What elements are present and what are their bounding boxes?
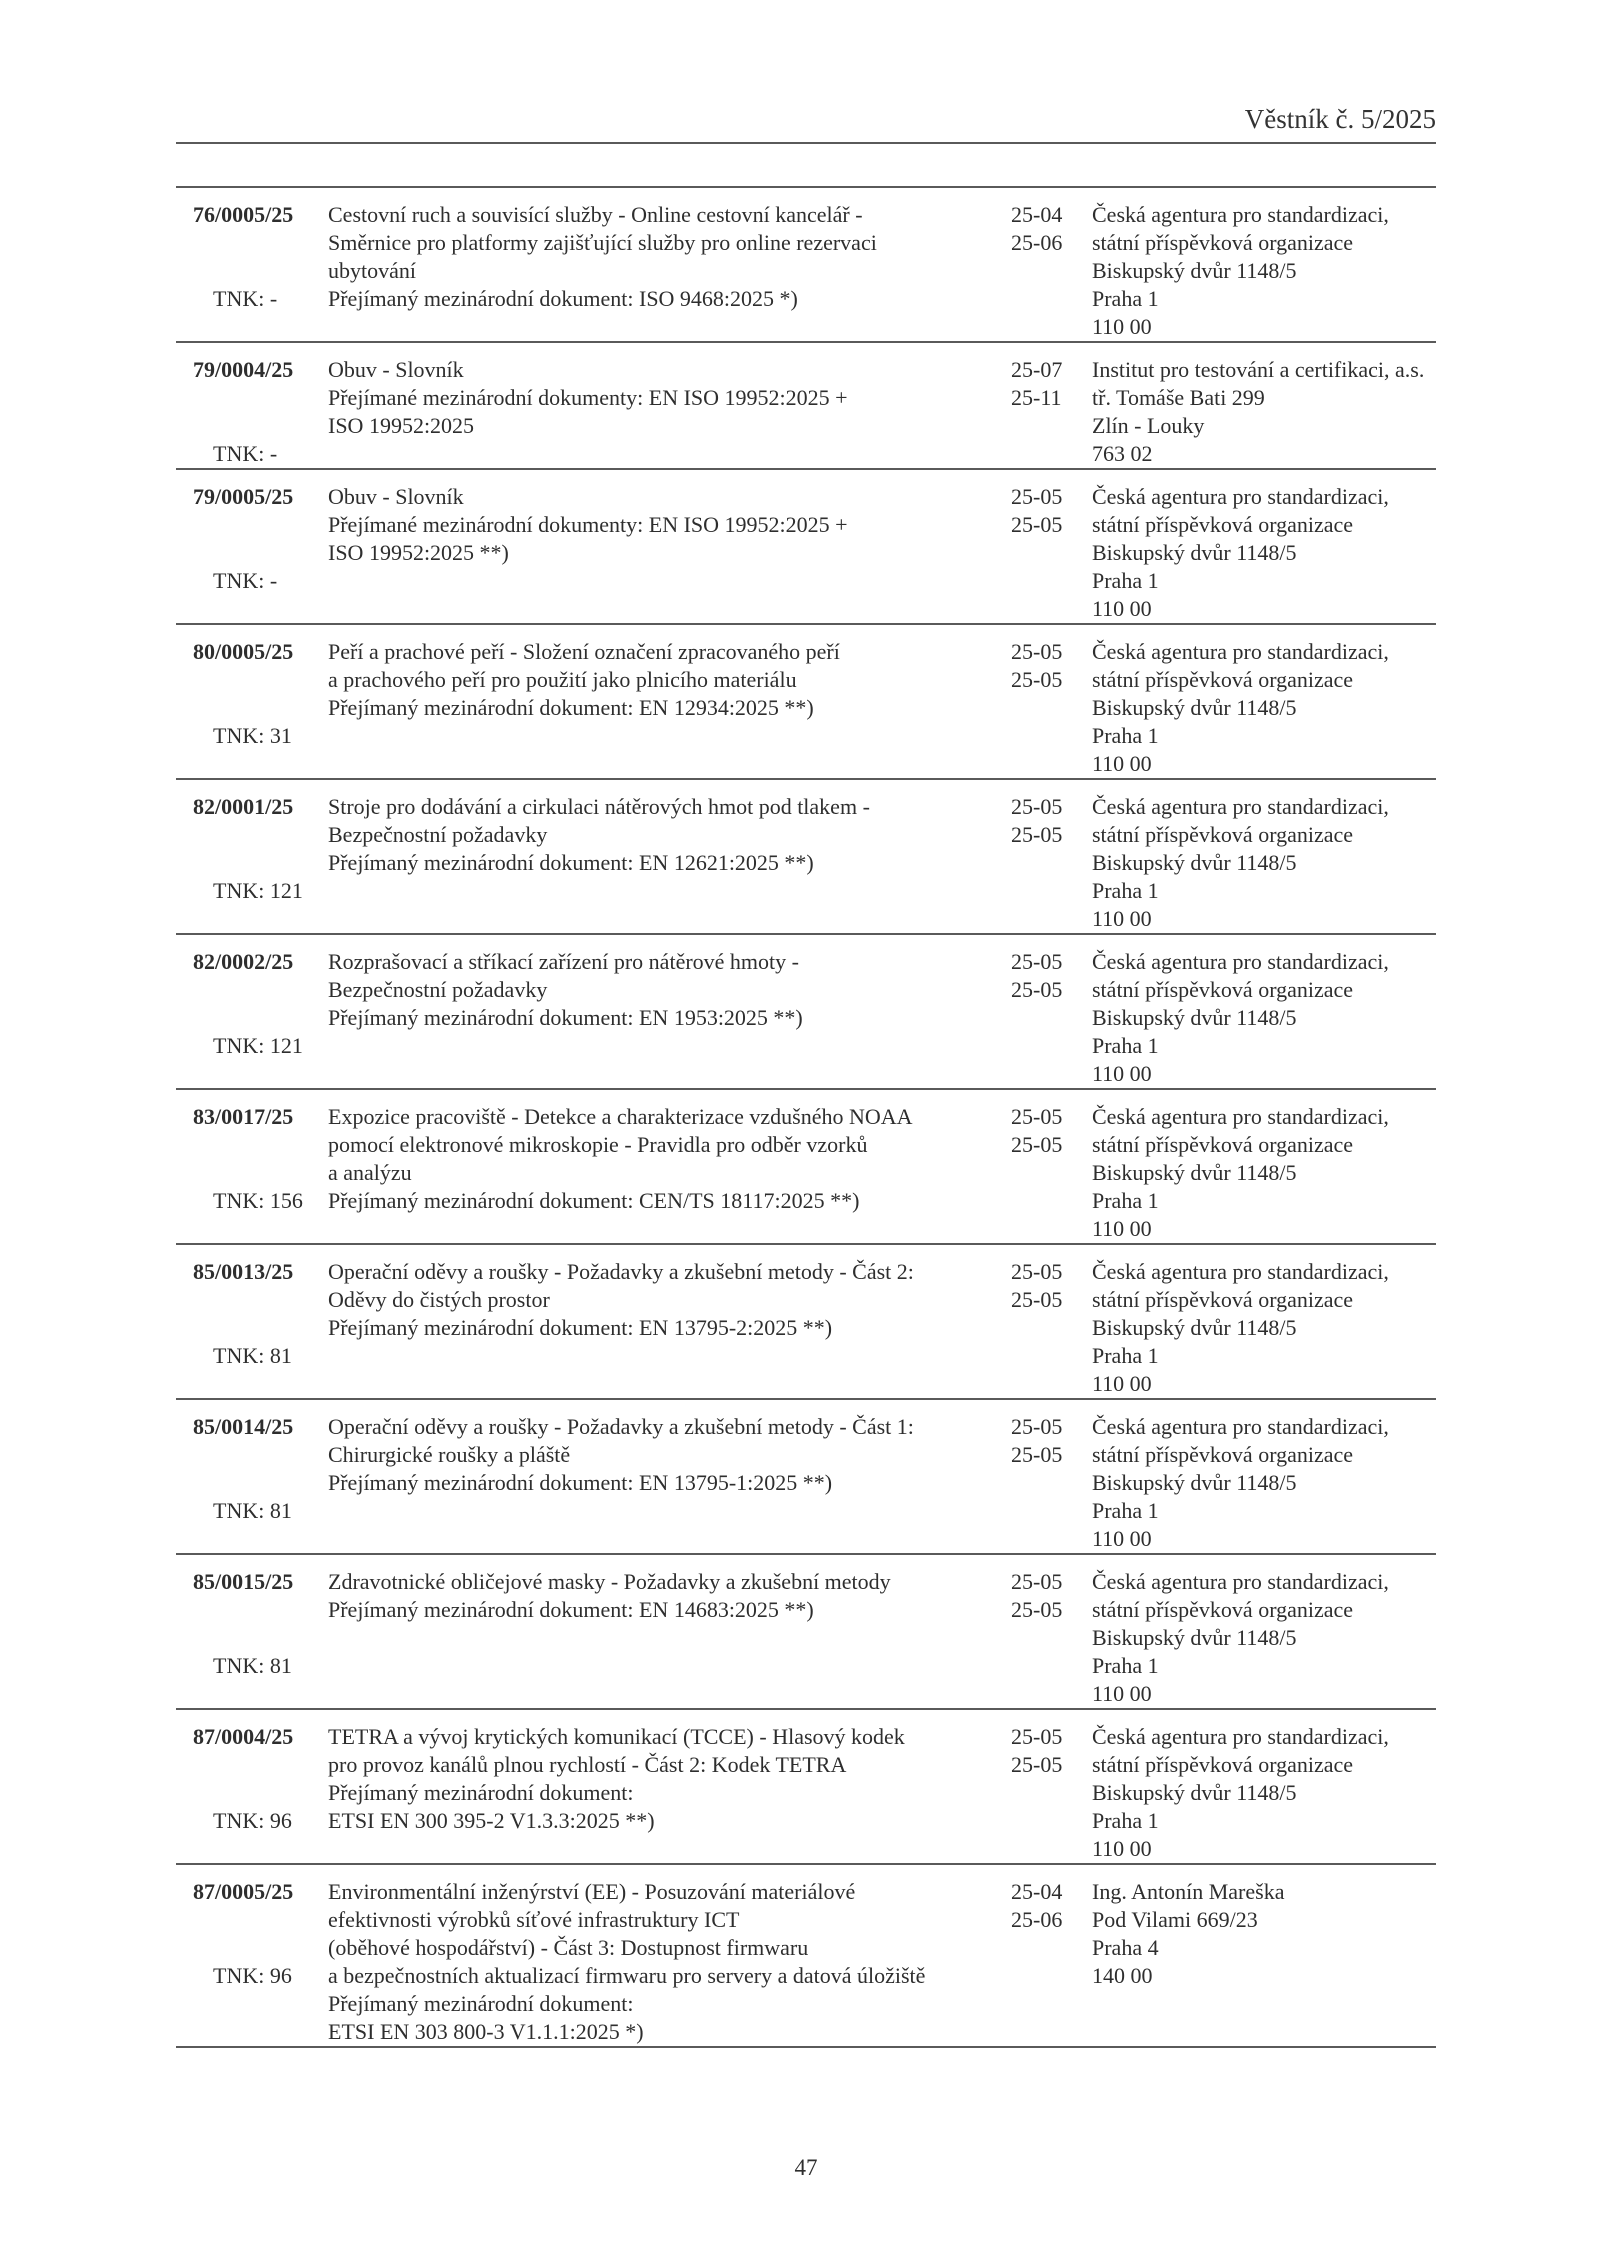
subject-line: a prachového peří pro použití jako plnicího materiálu <box>328 667 797 692</box>
page-number: 47 <box>794 2155 818 2180</box>
subject-line: Přejímaný mezinárodní dokument: EN 14683:2025 **) <box>328 1597 814 1622</box>
entry-subject-column <box>328 793 1011 933</box>
entry-tnk: TNK: - <box>213 286 278 311</box>
entry-id-column <box>176 1878 328 2046</box>
entry-organization-column <box>1092 1878 1436 2046</box>
subject-line: Obuv - Slovník <box>328 357 464 382</box>
subject-line: Přejímané mezinárodní dokumenty: EN ISO 19952:2025 + <box>328 512 848 537</box>
entry-id-column <box>176 1258 328 1398</box>
entry-tnk: TNK: 121 <box>213 1033 303 1058</box>
entry-organization-column <box>1092 948 1436 1088</box>
standards-table <box>176 186 1436 2048</box>
table-row <box>176 188 1436 343</box>
organization-line: Praha 1 <box>1092 1498 1159 1523</box>
entry-subject-column <box>328 1878 1011 2046</box>
subject-line: Přejímaný mezinárodní dokument: <box>328 1780 634 1805</box>
entry-id: 76/0005/25 <box>193 202 294 227</box>
date-value: 25-05 <box>1011 639 1063 664</box>
organization-line: Česká agentura pro standardizaci, <box>1092 794 1389 819</box>
entry-organization-column <box>1092 356 1436 468</box>
subject-line: TETRA a vývoj krytických komunikací (TCCE) - Hlasový kodek <box>328 1724 905 1749</box>
organization-line: Česká agentura pro standardizaci, <box>1092 1259 1389 1284</box>
entry-id-column <box>176 1723 328 1863</box>
entry-id: 79/0004/25 <box>193 357 294 382</box>
subject-line: Obuv - Slovník <box>328 484 464 509</box>
tnk-spacer <box>176 229 328 285</box>
entry-id: 85/0013/25 <box>193 1259 294 1284</box>
table-row <box>176 1555 1436 1710</box>
subject-line: Přejímaný mezinárodní dokument: <box>328 1991 634 2016</box>
entry-tnk: TNK: 81 <box>213 1343 292 1368</box>
entry-dates-column <box>1011 201 1092 341</box>
date-value: 25-05 <box>1011 1259 1063 1284</box>
entry-organization-column <box>1092 1103 1436 1243</box>
entry-organization-column <box>1092 483 1436 623</box>
table-row <box>176 1400 1436 1555</box>
entry-dates-column <box>1011 483 1092 623</box>
entry-id-column <box>176 1568 328 1708</box>
organization-line: Praha 1 <box>1092 286 1159 311</box>
organization-line: Česká agentura pro standardizaci, <box>1092 949 1389 974</box>
organization-line: Praha 1 <box>1092 1188 1159 1213</box>
tnk-spacer <box>176 1286 328 1342</box>
organization-line: 110 00 <box>1092 1526 1152 1551</box>
table-row <box>176 1090 1436 1245</box>
subject-line: efektivnosti výrobků síťové infrastruktury ICT <box>328 1907 740 1932</box>
entry-organization-column <box>1092 638 1436 778</box>
organization-line: státní příspěvková organizace <box>1092 977 1354 1002</box>
table-row <box>176 1865 1436 2048</box>
entry-id: 83/0017/25 <box>193 1104 294 1129</box>
organization-line: Praha 1 <box>1092 568 1159 593</box>
tnk-spacer <box>176 1596 328 1652</box>
subject-line: a bezpečnostních aktualizací firmwaru pro servery a datová úložiště <box>328 1963 926 1988</box>
entry-id-column <box>176 1413 328 1553</box>
subject-line: ubytování <box>328 258 416 283</box>
entry-organization-column <box>1092 793 1436 933</box>
organization-line: 110 00 <box>1092 751 1152 776</box>
entry-id-column <box>176 1103 328 1243</box>
organization-line: Biskupský dvůr 1148/5 <box>1092 540 1297 565</box>
date-value: 25-05 <box>1011 1752 1063 1777</box>
entry-tnk: TNK: 31 <box>213 723 292 748</box>
date-value: 25-05 <box>1011 1569 1063 1594</box>
subject-line: Peří a prachové peří - Složení označení zpracovaného peří <box>328 639 840 664</box>
organization-line: Praha 1 <box>1092 1033 1159 1058</box>
entry-tnk: TNK: - <box>213 441 278 466</box>
organization-line: 110 00 <box>1092 314 1152 339</box>
organization-line: Česká agentura pro standardizaci, <box>1092 1104 1389 1129</box>
subject-line: Cestovní ruch a souvisící služby - Online cestovní kancelář - <box>328 202 863 227</box>
entry-id: 85/0015/25 <box>193 1569 294 1594</box>
organization-line: Ing. Antonín Mareška <box>1092 1879 1285 1904</box>
entry-subject-column <box>328 948 1011 1088</box>
date-value: 25-05 <box>1011 1442 1063 1467</box>
tnk-spacer <box>176 1441 328 1497</box>
tnk-spacer <box>176 666 328 722</box>
entry-id-column <box>176 201 328 341</box>
subject-line: Bezpečnostní požadavky <box>328 822 548 847</box>
organization-line: Praha 1 <box>1092 1653 1159 1678</box>
entry-subject-column <box>328 483 1011 623</box>
entry-dates-column <box>1011 793 1092 933</box>
organization-line: Biskupský dvůr 1148/5 <box>1092 258 1297 283</box>
entry-id: 82/0002/25 <box>193 949 294 974</box>
subject-line: Přejímaný mezinárodní dokument: EN 13795-1:2025 **) <box>328 1470 833 1495</box>
organization-line: Zlín - Louky <box>1092 413 1205 438</box>
organization-line: Česká agentura pro standardizaci, <box>1092 484 1389 509</box>
organization-line: Biskupský dvůr 1148/5 <box>1092 850 1297 875</box>
tnk-spacer <box>176 384 328 440</box>
organization-line: státní příspěvková organizace <box>1092 667 1354 692</box>
organization-line: Česká agentura pro standardizaci, <box>1092 1414 1389 1439</box>
table-row <box>176 935 1436 1090</box>
subject-line: Směrnice pro platformy zajišťující služby pro online rezervaci <box>328 230 877 255</box>
organization-line: tř. Tomáše Bati 299 <box>1092 385 1265 410</box>
subject-line: Přejímaný mezinárodní dokument: EN 12621:2025 **) <box>328 850 814 875</box>
organization-line: 110 00 <box>1092 1216 1152 1241</box>
organization-line: Biskupský dvůr 1148/5 <box>1092 1005 1297 1030</box>
organization-line: Biskupský dvůr 1148/5 <box>1092 695 1297 720</box>
tnk-spacer <box>176 511 328 567</box>
entry-tnk: TNK: 96 <box>213 1808 292 1833</box>
subject-line: Stroje pro dodávání a cirkulaci nátěrových hmot pod tlakem - <box>328 794 870 819</box>
entry-id: 79/0005/25 <box>193 484 294 509</box>
date-value: 25-06 <box>1011 1907 1063 1932</box>
entry-tnk: TNK: 81 <box>213 1498 292 1523</box>
entry-tnk: TNK: 121 <box>213 878 303 903</box>
entry-organization-column <box>1092 1723 1436 1863</box>
entry-subject-column <box>328 1723 1011 1863</box>
page-title: Věstník č. 5/2025 <box>1244 104 1436 134</box>
date-value: 25-05 <box>1011 822 1063 847</box>
organization-line: Česká agentura pro standardizaci, <box>1092 202 1389 227</box>
organization-line: státní příspěvková organizace <box>1092 1287 1354 1312</box>
date-value: 25-05 <box>1011 1132 1063 1157</box>
entry-dates-column <box>1011 356 1092 468</box>
table-row <box>176 625 1436 780</box>
subject-line: pro provoz kanálů plnou rychlostí - Část 2: Kodek TETRA <box>328 1752 847 1777</box>
organization-line: státní příspěvková organizace <box>1092 1442 1354 1467</box>
tnk-spacer <box>176 1751 328 1807</box>
subject-line: pomocí elektronové mikroskopie - Pravidla pro odběr vzorků <box>328 1132 868 1157</box>
entry-dates-column <box>1011 1258 1092 1398</box>
organization-line: Praha 1 <box>1092 1808 1159 1833</box>
subject-line: Bezpečnostní požadavky <box>328 977 548 1002</box>
organization-line: 110 00 <box>1092 1681 1152 1706</box>
entry-tnk: TNK: 81 <box>213 1653 292 1678</box>
tnk-spacer <box>176 821 328 877</box>
subject-line: ISO 19952:2025 <box>328 413 475 438</box>
organization-line: Česká agentura pro standardizaci, <box>1092 1569 1389 1594</box>
entry-dates-column <box>1011 1103 1092 1243</box>
date-value: 25-05 <box>1011 794 1063 819</box>
organization-line: Biskupský dvůr 1148/5 <box>1092 1625 1297 1650</box>
table-row <box>176 780 1436 935</box>
tnk-spacer <box>176 1131 328 1187</box>
date-value: 25-05 <box>1011 667 1063 692</box>
organization-line: státní příspěvková organizace <box>1092 1752 1354 1777</box>
organization-line: Biskupský dvůr 1148/5 <box>1092 1160 1297 1185</box>
date-value: 25-05 <box>1011 1724 1063 1749</box>
tnk-spacer <box>176 1906 328 1962</box>
subject-line: (oběhové hospodářství) - Část 3: Dostupnost firmwaru <box>328 1935 809 1960</box>
masthead-rule <box>176 142 1436 144</box>
date-value: 25-06 <box>1011 230 1063 255</box>
subject-line: Oděvy do čistých prostor <box>328 1287 550 1312</box>
organization-line: státní příspěvková organizace <box>1092 230 1354 255</box>
subject-line: ISO 19952:2025 **) <box>328 540 509 565</box>
organization-line: Biskupský dvůr 1148/5 <box>1092 1470 1297 1495</box>
subject-line: Expozice pracoviště - Detekce a charakterizace vzdušného NOAA <box>328 1104 913 1129</box>
entry-tnk: TNK: - <box>213 568 278 593</box>
table-row <box>176 1710 1436 1865</box>
organization-line: Praha 4 <box>1092 1935 1159 1960</box>
date-value: 25-05 <box>1011 977 1063 1002</box>
table-row <box>176 470 1436 625</box>
date-value: 25-05 <box>1011 1104 1063 1129</box>
organization-line: Česká agentura pro standardizaci, <box>1092 1724 1389 1749</box>
organization-line: 110 00 <box>1092 906 1152 931</box>
subject-line: a analýzu <box>328 1160 412 1185</box>
table-row <box>176 1245 1436 1400</box>
entry-id: 82/0001/25 <box>193 794 294 819</box>
subject-line: Přejímaný mezinárodní dokument: ISO 9468:2025 *) <box>328 286 798 311</box>
subject-line: Environmentální inženýrství (EE) - Posuzování materiálové <box>328 1879 856 1904</box>
organization-line: Praha 1 <box>1092 878 1159 903</box>
organization-line: Praha 1 <box>1092 723 1159 748</box>
entry-id-column <box>176 356 328 468</box>
tnk-spacer <box>176 976 328 1032</box>
entry-subject-column <box>328 1568 1011 1708</box>
subject-line: Zdravotnické obličejové masky - Požadavky a zkušební metody <box>328 1569 891 1594</box>
date-value: 25-07 <box>1011 357 1063 382</box>
date-value: 25-04 <box>1011 1879 1063 1904</box>
date-value: 25-11 <box>1011 385 1062 410</box>
organization-line: 110 00 <box>1092 1836 1152 1861</box>
entry-organization-column <box>1092 201 1436 341</box>
entry-id: 87/0005/25 <box>193 1879 294 1904</box>
entry-id: 80/0005/25 <box>193 639 294 664</box>
date-value: 25-05 <box>1011 1414 1063 1439</box>
organization-line: Pod Vilami 669/23 <box>1092 1907 1258 1932</box>
organization-line: Biskupský dvůr 1148/5 <box>1092 1315 1297 1340</box>
entry-subject-column <box>328 1103 1011 1243</box>
entry-dates-column <box>1011 1568 1092 1708</box>
entry-id-column <box>176 638 328 778</box>
entry-id: 85/0014/25 <box>193 1414 294 1439</box>
entry-dates-column <box>1011 948 1092 1088</box>
organization-line: Česká agentura pro standardizaci, <box>1092 639 1389 664</box>
date-value: 25-05 <box>1011 1597 1063 1622</box>
table-row <box>176 343 1436 470</box>
date-value: 25-04 <box>1011 202 1063 227</box>
entry-organization-column <box>1092 1413 1436 1553</box>
entry-dates-column <box>1011 1723 1092 1863</box>
entry-subject-column <box>328 1413 1011 1553</box>
subject-line: Přejímaný mezinárodní dokument: EN 12934:2025 **) <box>328 695 814 720</box>
organization-line: 763 02 <box>1092 441 1153 466</box>
subject-line: Rozprašovací a stříkací zařízení pro nátěrové hmoty - <box>328 949 799 974</box>
organization-line: státní příspěvková organizace <box>1092 822 1354 847</box>
subject-line: Přejímaný mezinárodní dokument: CEN/TS 18117:2025 **) <box>328 1188 860 1213</box>
organization-line: 140 00 <box>1092 1963 1153 1988</box>
organization-line: 110 00 <box>1092 596 1152 621</box>
entry-id-column <box>176 483 328 623</box>
organization-line: státní příspěvková organizace <box>1092 1132 1354 1157</box>
entry-id-column <box>176 793 328 933</box>
organization-line: státní příspěvková organizace <box>1092 1597 1354 1622</box>
subject-line: ETSI EN 303 800-3 V1.1.1:2025 *) <box>328 2019 644 2044</box>
organization-line: 110 00 <box>1092 1371 1152 1396</box>
entry-dates-column <box>1011 638 1092 778</box>
subject-line: Přejímaný mezinárodní dokument: EN 13795-2:2025 **) <box>328 1315 833 1340</box>
date-value: 25-05 <box>1011 949 1063 974</box>
entry-tnk: TNK: 156 <box>213 1188 303 1213</box>
subject-line: Přejímaný mezinárodní dokument: EN 1953:2025 **) <box>328 1005 803 1030</box>
entry-subject-column <box>328 201 1011 341</box>
entry-tnk: TNK: 96 <box>213 1963 292 1988</box>
date-value: 25-05 <box>1011 512 1063 537</box>
organization-line: Praha 1 <box>1092 1343 1159 1368</box>
subject-line: Přejímané mezinárodní dokumenty: EN ISO 19952:2025 + <box>328 385 848 410</box>
subject-line: Chirurgické roušky a pláště <box>328 1442 571 1467</box>
organization-line: Institut pro testování a certifikaci, a.s. <box>1092 357 1425 382</box>
entry-organization-column <box>1092 1568 1436 1708</box>
entry-dates-column <box>1011 1878 1092 2046</box>
organization-line: státní příspěvková organizace <box>1092 512 1354 537</box>
entry-id: 87/0004/25 <box>193 1724 294 1749</box>
entry-subject-column <box>328 1258 1011 1398</box>
date-value: 25-05 <box>1011 1287 1063 1312</box>
subject-line: ETSI EN 300 395-2 V1.3.3:2025 **) <box>328 1808 655 1833</box>
organization-line: Biskupský dvůr 1148/5 <box>1092 1780 1297 1805</box>
organization-line: 110 00 <box>1092 1061 1152 1086</box>
entry-organization-column <box>1092 1258 1436 1398</box>
entry-dates-column <box>1011 1413 1092 1553</box>
subject-line: Operační oděvy a roušky - Požadavky a zkušební metody - Část 2: <box>328 1259 914 1284</box>
subject-line: Operační oděvy a roušky - Požadavky a zkušební metody - Část 1: <box>328 1414 914 1439</box>
entry-id-column <box>176 948 328 1088</box>
entry-subject-column <box>328 356 1011 468</box>
entry-subject-column <box>328 638 1011 778</box>
date-value: 25-05 <box>1011 484 1063 509</box>
